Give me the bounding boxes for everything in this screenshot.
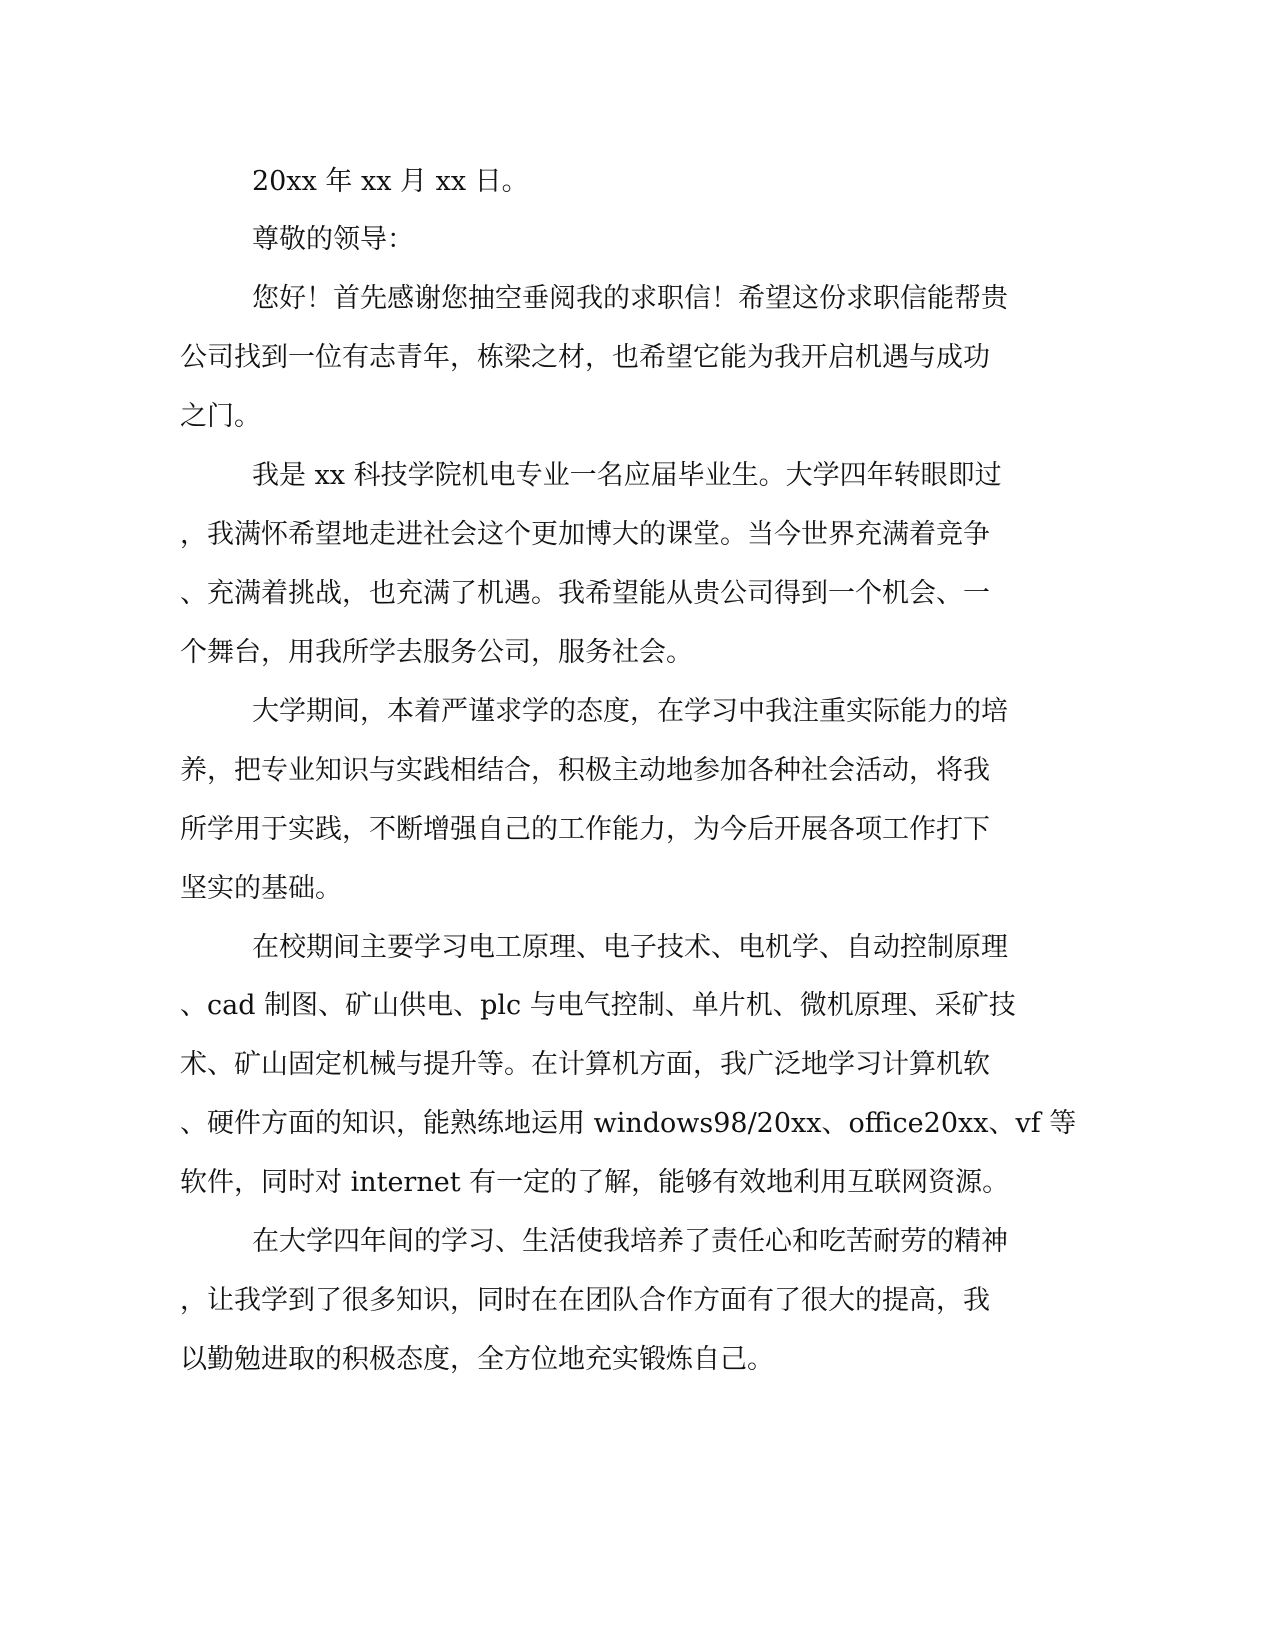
paragraph-line: ，我满怀希望地走进社会这个更加博大的课堂。当今世界充满着竞争 — [180, 519, 990, 550]
paragraph-line: 、硬件方面的知识，能熟练地运用 windows98/20xx、office20xx、vf 等 — [180, 1108, 1077, 1139]
paragraph-line: 在大学四年间的学习、生活使我培养了责任心和吃苦耐劳的精神 — [252, 1226, 1008, 1257]
paragraph-line: 坚实的基础。 — [180, 873, 342, 904]
paragraph-line: 术、矿山固定机械与提升等。在计算机方面，我广泛地学习计算机软 — [180, 1049, 990, 1080]
salutation: 尊敬的领导： — [252, 224, 414, 255]
date-line: 20xx 年 xx 月 xx 日。 — [252, 166, 529, 197]
paragraph-line: 个舞台，用我所学去服务公司，服务社会。 — [180, 637, 693, 668]
paragraph-line: 软件，同时对 internet 有一定的了解，能够有效地利用互联网资源。 — [180, 1167, 1010, 1198]
paragraph-line: 您好！首先感谢您抽空垂阅我的求职信！希望这份求职信能帮贵 — [252, 283, 1008, 314]
paragraph-line: 在校期间主要学习电工原理、电子技术、电机学、自动控制原理 — [252, 932, 1008, 963]
paragraph-line: 、cad 制图、矿山供电、plc 与电气控制、单片机、微机原理、采矿技 — [180, 990, 1016, 1021]
paragraph-line: 以勤勉进取的积极态度，全方位地充实锻炼自己。 — [180, 1344, 774, 1375]
paragraph-line: 所学用于实践，不断增强自己的工作能力，为今后开展各项工作打下 — [180, 814, 990, 845]
paragraph-line: 养，把专业知识与实践相结合，积极主动地参加各种社会活动，将我 — [180, 755, 990, 786]
paragraph-line: 公司找到一位有志青年，栋梁之材，也希望它能为我开启机遇与成功 — [180, 342, 990, 373]
paragraph-line: 之门。 — [180, 401, 261, 432]
paragraph-line: 大学期间，本着严谨求学的态度，在学习中我注重实际能力的培 — [252, 696, 1008, 727]
paragraph-line: 我是 xx 科技学院机电专业一名应届毕业生。大学四年转眼即过 — [252, 460, 1002, 491]
paragraph-line: 、充满着挑战，也充满了机遇。我希望能从贵公司得到一个机会、一 — [180, 578, 990, 609]
paragraph-line: ，让我学到了很多知识，同时在在团队合作方面有了很大的提高，我 — [180, 1285, 990, 1316]
